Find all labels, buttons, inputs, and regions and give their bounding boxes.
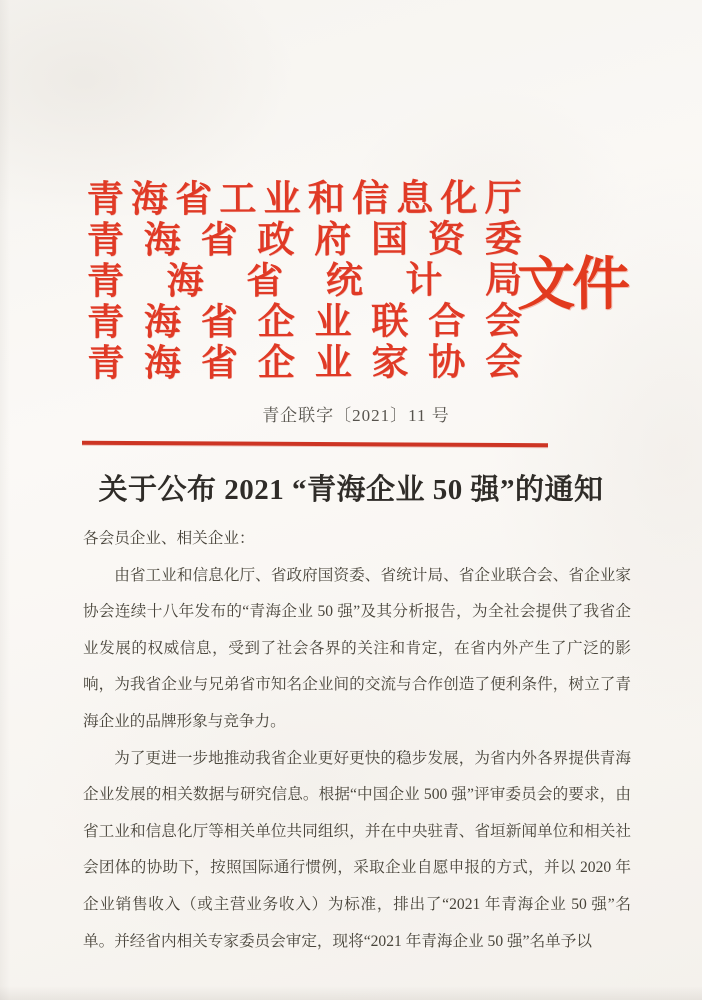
doc-number: 青企联字〔2021〕11 号 bbox=[262, 406, 450, 425]
body-paragraph-2: 为了更进一步地推动我省企业更好更快的稳步发展，为省内外各界提供青海企业发展的相关数据与研究信息。根据“中国企业 500 强”评审委员会的要求，由省工业和信息化厅等相关单位共同组织，并在中央驻青、省垣新闻单位和相关社会团体的协助下，按照国际通行惯例，采取企业自愿申报的方式，并以 2020 年企业销售收入（或主营业务收入）为标准，排出了“2021 年青海企业 50 强”名单。并经省内相关专家委员会审定，现将“2021 年青海企业 50 强”名单予以 bbox=[83, 749, 631, 950]
file-label: 文件 bbox=[516, 251, 628, 318]
red-divider-rule bbox=[82, 441, 548, 447]
issuer-line-1: 青 海 省 工 业 和 信 息 化 厅 bbox=[86, 178, 522, 221]
document-body bbox=[83, 521, 631, 960]
salutation: 各会员企业、相关企业： bbox=[83, 530, 255, 547]
issuer-line-5: 青 海 省 企 业 家 协 会 bbox=[87, 342, 523, 385]
body-paragraph-1: 由省工业和信息化厅、省政府国资委、省统计局、省企业联合会、省企业家协会连续十八年发布的“青海企业 50 强”及其分析报告，为全社会提供了我省企业发展的权威信息，受到了社会各界的关注和肯定，在省内外产生了广泛的影响，为我省企业与兄弟省市知名企业间的交流与合作创造了便利条件，树立了青海企业的品牌形象与竞争力。 bbox=[83, 566, 631, 730]
letterhead bbox=[87, 178, 523, 385]
issuer-line-4: 青 海 省 企 业 联 合 会 bbox=[87, 301, 523, 344]
issuer-line-3: 青 海 省 统 计 局 bbox=[86, 260, 523, 303]
document-title: 关于公布 2021 “青海企业 50 强”的通知 bbox=[98, 474, 604, 506]
issuer-line-2: 青 海 省 政 府 国 资 委 bbox=[86, 219, 522, 262]
